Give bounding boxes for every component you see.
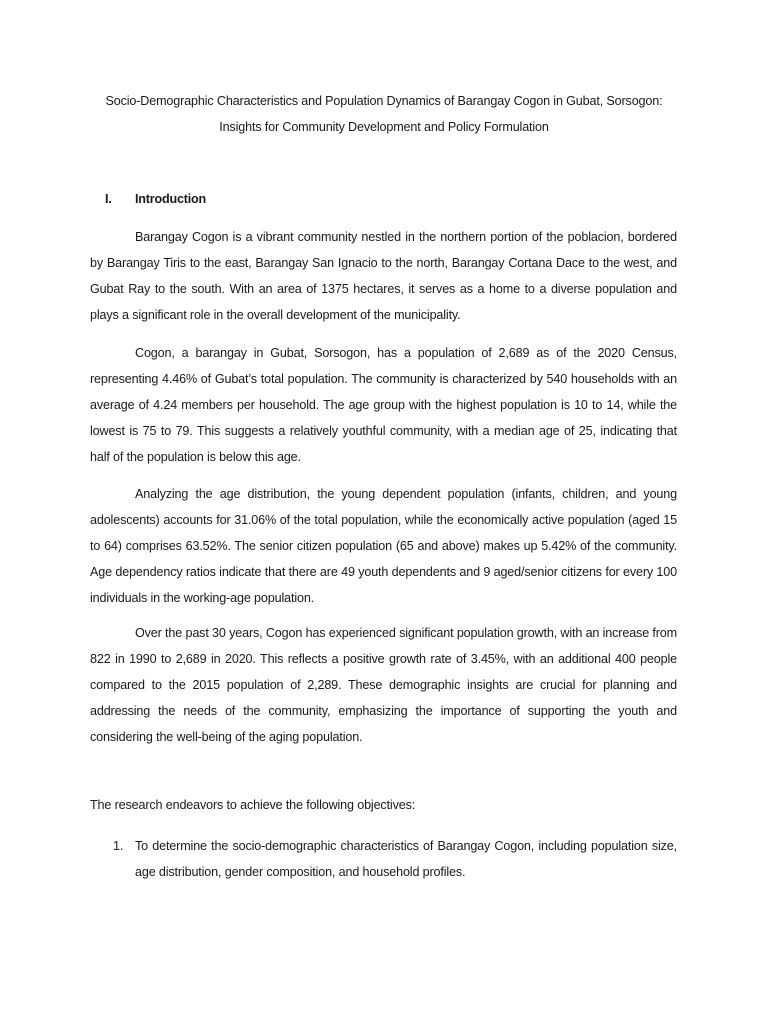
section-heading: [105, 192, 206, 206]
section-number: I.: [105, 192, 112, 206]
objective-item: [113, 834, 677, 886]
objectives-intro: The research endeavors to achieve the following objectives:: [90, 798, 416, 812]
paragraph-1: Barangay Cogon is a vibrant community nestled in the northern portion of the poblacion, bordered by Barangay Tiris to the east, Barangay San Ignacio to the north, Barangay Cortana Dace to the west, and Gubat Ray to the south. With an area of 1375 hectares, it serves as a home to a diverse population and plays a significant role in the overall development of the municipality.: [90, 230, 677, 322]
document-title-line-1: Socio-Demographic Characteristics and Population Dynamics of Barangay Cogon in Gubat, Sorsogon:: [105, 94, 663, 108]
section-title: Introduction: [135, 192, 207, 206]
paragraph-3: Analyzing the age distribution, the young dependent population (infants, children, and young adolescents) accounts for 31.06% of the total population, while the economically active population (aged 15 to 64) comprises 63.52%. The senior citizen population (65 and above) makes up 5.42% of the community. Age dependency ratios indicate that there are 49 youth dependents and 9 aged/senior citizens for every 100 individuals in the working-age population.: [90, 487, 677, 605]
paragraph-4: Over the past 30 years, Cogon has experienced significant population growth, with an increase from 822 in 1990 to 2,689 in 2020. This reflects a positive growth rate of 3.45%, with an additional 400 people compared to the 2015 population of 2,289. These demographic insights are crucial for planning and addressing the needs of the community, emphasizing the importance of supporting the youth and considering the well-being of the aging population.: [90, 626, 677, 744]
document-title-line-2: Insights for Community Development and Policy Formulation: [219, 120, 549, 134]
paragraph-2: Cogon, a barangay in Gubat, Sorsogon, has a population of 2,689 as of the 2020 Census, representing 4.46% of Gubat’s total population. The community is characterized by 540 households with an average of 4.24 members per household. The age group with the highest population is 10 to 14, while the lowest is 75 to 79. This suggests a relatively youthful community, with a median age of 25, indicating that half of the population is below this age.: [90, 346, 677, 464]
objective-text: To determine the socio-demographic characteristics of Barangay Cogon, including population size, age distribution, gender composition, and household profiles.: [135, 839, 677, 879]
objective-number: 1.: [113, 839, 124, 853]
